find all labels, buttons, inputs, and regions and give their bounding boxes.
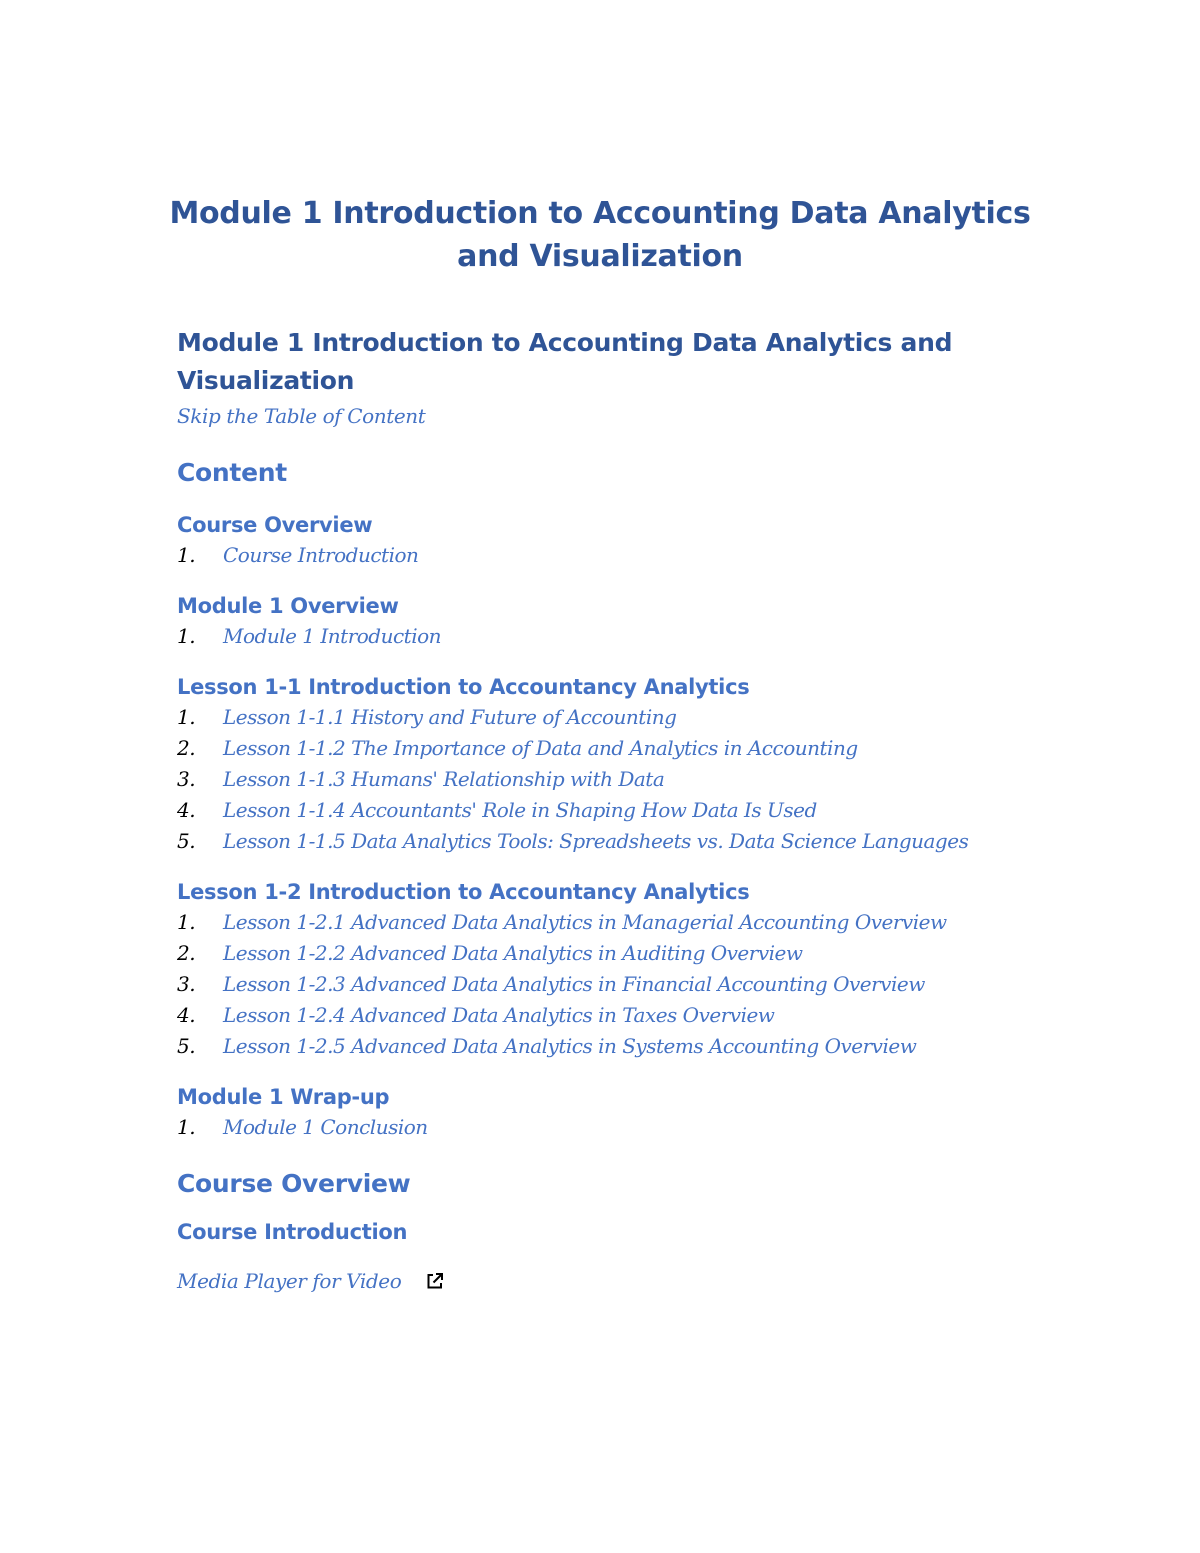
toc-list: [177, 1112, 1037, 1143]
toc-list-item: [177, 938, 1037, 969]
toc-list-item: [177, 1112, 1037, 1143]
toc-item-number: 4.: [177, 798, 196, 822]
toc-list-item: [177, 702, 1037, 733]
toc-section: [177, 877, 1037, 1062]
toc-list-item: [177, 733, 1037, 764]
toc-list: [177, 702, 1037, 857]
toc-section-heading: Lesson 1-2 Introduction to Accountancy Analytics: [177, 880, 750, 904]
toc-item-number: 1.: [177, 624, 196, 648]
toc-item-number: 1.: [177, 910, 196, 934]
toc-section-heading: Course Overview: [177, 513, 373, 537]
toc-item-link[interactable]: Lesson 1-2.5 Advanced Data Analytics in Systems Accounting Overview: [223, 1034, 917, 1058]
toc-section-heading: Module 1 Overview: [177, 594, 399, 618]
document-title: Module 1 Introduction to Accounting Data Analytics and Visualization: [169, 196, 1031, 274]
toc-item-link[interactable]: Lesson 1-2.4 Advanced Data Analytics in Taxes Overview: [223, 1003, 775, 1027]
media-row: [177, 1265, 1037, 1297]
toc-item-number: 1.: [177, 543, 196, 567]
toc-list-item: [177, 1031, 1037, 1062]
toc-item-number: 5.: [177, 829, 196, 853]
toc-item-number: 2.: [177, 941, 196, 965]
course-overview-heading: Course Overview: [177, 1169, 411, 1198]
toc-item-link[interactable]: Lesson 1-1.5 Data Analytics Tools: Spreadsheets vs. Data Science Languages: [223, 829, 969, 853]
toc-section: [177, 672, 1037, 857]
toc-item-number: 2.: [177, 736, 196, 760]
toc-list-item: [177, 969, 1037, 1000]
course-introduction-heading: Course Introduction: [177, 1220, 408, 1244]
toc-item-link[interactable]: Lesson 1-2.3 Advanced Data Analytics in Financial Accounting Overview: [223, 972, 925, 996]
toc-item-link[interactable]: Lesson 1-1.1 History and Future of Accounting: [223, 705, 677, 729]
toc-section-heading: Lesson 1-1 Introduction to Accountancy Analytics: [177, 675, 750, 699]
external-link-icon[interactable]: [425, 1271, 445, 1291]
content-heading: Content: [177, 458, 287, 487]
toc-list: [177, 621, 1037, 652]
toc-item-link[interactable]: Lesson 1-1.2 The Importance of Data and Analytics in Accounting: [223, 736, 858, 760]
toc-item-number: 3.: [177, 767, 196, 791]
media-player-link[interactable]: Media Player for Video: [177, 1269, 402, 1293]
toc-list-item: [177, 1000, 1037, 1031]
toc-list-item: [177, 826, 1037, 857]
toc-list-item: [177, 540, 1037, 571]
toc-item-link[interactable]: Lesson 1-1.4 Accountants' Role in Shaping How Data Is Used: [223, 798, 817, 822]
toc-item-link[interactable]: Lesson 1-2.1 Advanced Data Analytics in Managerial Accounting Overview: [223, 910, 947, 934]
document-body: [177, 324, 1037, 1297]
toc-item-link[interactable]: Module 1 Introduction: [223, 624, 442, 648]
toc-item-link[interactable]: Module 1 Conclusion: [223, 1115, 428, 1139]
toc-item-number: 1.: [177, 705, 196, 729]
toc-section: [177, 1082, 1037, 1143]
toc-item-link[interactable]: Lesson 1-1.3 Humans' Relationship with Data: [223, 767, 665, 791]
toc-item-number: 4.: [177, 1003, 196, 1027]
toc-list-item: [177, 621, 1037, 652]
toc-item-number: 5.: [177, 1034, 196, 1058]
toc-item-link[interactable]: Lesson 1-2.2 Advanced Data Analytics in Auditing Overview: [223, 941, 803, 965]
toc-item-link[interactable]: Course Introduction: [223, 543, 419, 567]
toc-section-heading: Module 1 Wrap-up: [177, 1085, 390, 1109]
toc-section: [177, 591, 1037, 652]
toc-list-item: [177, 764, 1037, 795]
toc-list-item: [177, 907, 1037, 938]
toc-list-item: [177, 795, 1037, 826]
toc-item-number: 1.: [177, 1115, 196, 1139]
toc-list: [177, 540, 1037, 571]
module-heading: Module 1 Introduction to Accounting Data Analytics and Visualization: [177, 328, 953, 395]
toc-section: [177, 510, 1037, 571]
toc-list: [177, 907, 1037, 1062]
skip-toc-link[interactable]: Skip the Table of Content: [177, 404, 426, 428]
table-of-contents: [177, 510, 1037, 1143]
toc-item-number: 3.: [177, 972, 196, 996]
